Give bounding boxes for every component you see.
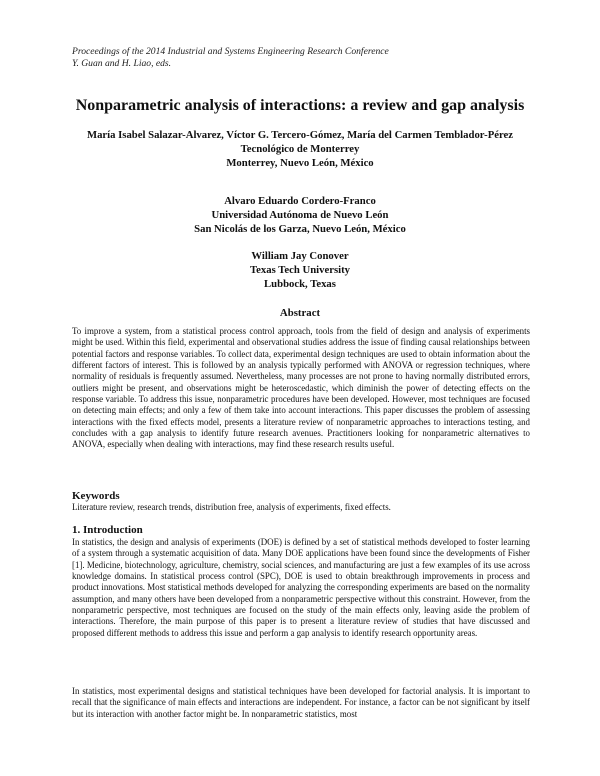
author-names: María Isabel Salazar-Alvarez, Víctor G. Tercero-Gómez, María del Carmen Temblador-Pérez	[86, 129, 513, 141]
keywords-heading: Keywords	[72, 490, 120, 502]
affiliation-block-1	[70, 129, 530, 170]
author-names: Alvaro Eduardo Cordero-Franco	[224, 195, 376, 207]
location: San Nicolás de los Garza, Nuevo León, México	[194, 222, 406, 235]
introduction-paragraph: In statistics, most experimental designs and statistical techniques have been developed for factorial analysis. It is important to recall that the significance of main effects and interactions are independent. For instance, a factor can be not significant by itself but its interaction with another factor might be. In nonparametric statistics, most	[72, 686, 530, 719]
proceedings-header	[72, 46, 389, 70]
location: Monterrey, Nuevo León, México	[226, 156, 374, 169]
abstract-text: To improve a system, from a statistical process control approach, tools from the field of design and analysis of experiments might be used. Within this field, experimental and observational studies address the issue of finding causal relationships between potential factors and response variables. To collect data, experimental design techniques are used to obtain information about the different factors of interest. This is followed by an analysis typically performed with ANOVA or regression techniques, where normality of residuals is frequently assumed. Nevertheless, many processes are not prone to having normally distributed errors, outliers might be present, and observations might be heteroscedastic, which diminish the power of detecting effects on the response variable. To address this issue, nonparametric procedures have been developed. However, most techniques are focused on detecting main effects; and only a few of them take into account interactions. This paper discusses the problem of assessing interactions with the fixed effects model, presents a literature review of nonparametric approaches to interactions testing, and concludes with a gap analysis to identify future research avenues. Practitioners looking for nonparametric alternatives to ANOVA, especially when dealing with interactions, may find these research results useful.	[72, 326, 530, 450]
institution: Universidad Autónoma de Nuevo León	[211, 208, 389, 221]
institution: Tecnológico de Monterrey	[240, 142, 360, 155]
introduction-paragraph: In statistics, the design and analysis of experiments (DOE) is defined by a set of statistical methods developed to foster learning of a system through a systematic acquisition of data. Many DOE applications have been found since the developments of Fisher [1]. Medicine, biotechnology, agriculture, chemistry, social sciences, and manufacturing are just a few examples of its use across knowledge domains. In statistical process control (SPC), DOE is used to obtain breakthrough improvements in process and product innovations. Most statistical methods developed for analyzing the corresponding experiments are based on the normality assumption, and many others have been developed from a nonparametric perspective without this constraint. However, from the nonparametric perspective, most techniques are focused on the study of the main effects only, leaving aside the problem of interactions. Therefore, the main purpose of this paper is to present a literature review of studies that have discussed and proposed different methods to address this issue and perform a gap analysis to identify research opportunity areas.	[72, 537, 530, 638]
paper-title: Nonparametric analysis of interactions: a review and gap analysis	[75, 97, 525, 114]
author-names: William Jay Conover	[251, 250, 349, 262]
institution: Texas Tech University	[250, 263, 350, 276]
location: Lubbock, Texas	[264, 277, 336, 290]
introduction-heading: 1. Introduction	[72, 524, 143, 536]
keywords-text: Literature review, research trends, distribution free, analysis of experiments, fixed effects.	[72, 502, 391, 512]
editors-line: Y. Guan and H. Liao, eds.	[72, 58, 172, 69]
affiliation-block-2	[70, 195, 530, 236]
abstract-heading: Abstract	[279, 307, 321, 319]
proceedings-line: Proceedings of the 2014 Industrial and Systems Engineering Research Conference	[72, 46, 389, 57]
affiliation-block-3	[70, 250, 530, 291]
